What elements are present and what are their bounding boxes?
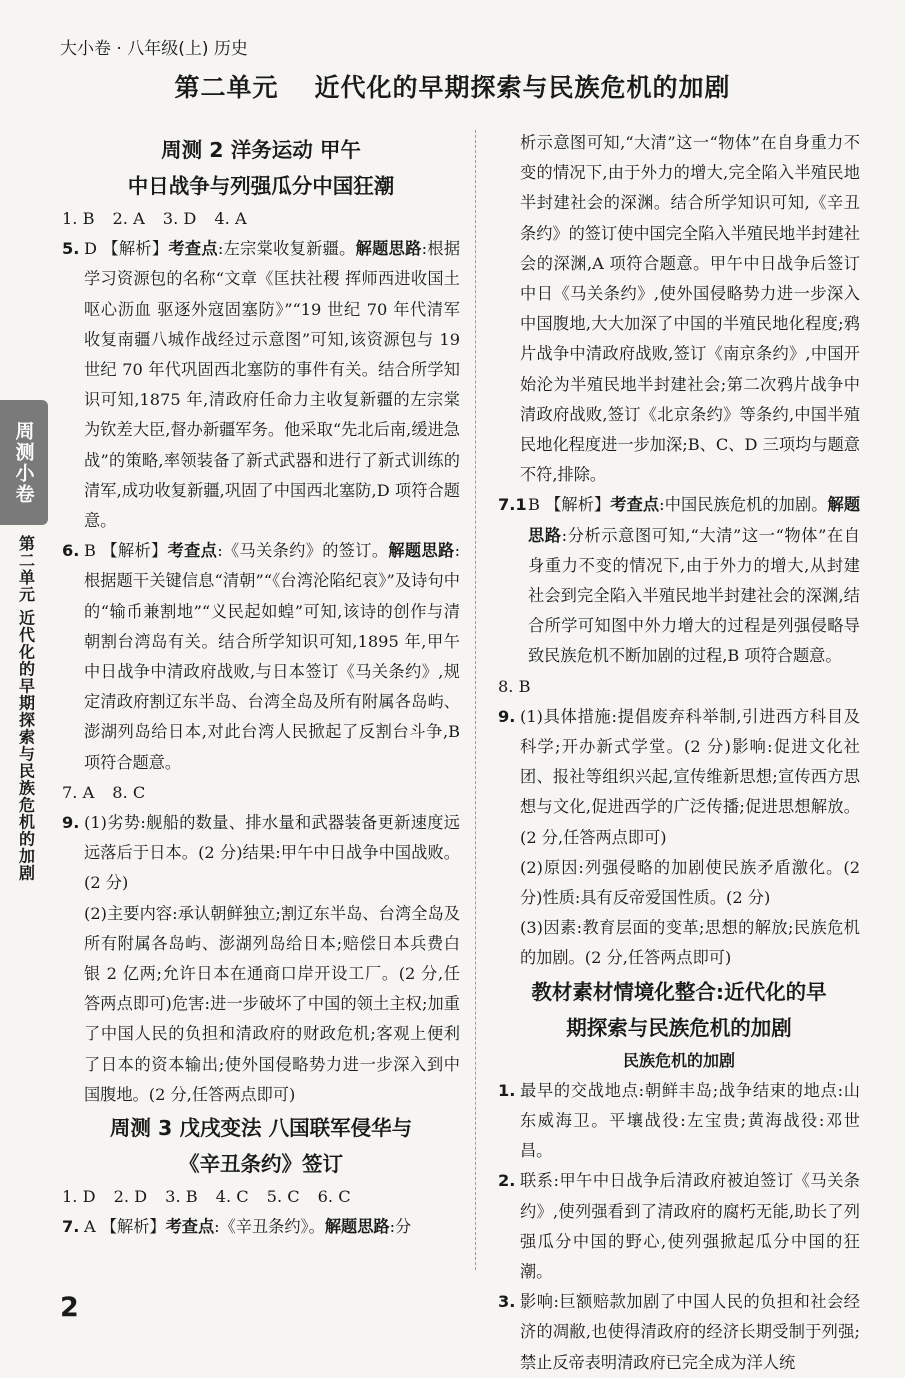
keyword-label: 解题思路 [388, 541, 455, 561]
item-3 [498, 1287, 860, 1378]
item-1 [498, 1076, 860, 1167]
answer-item: 4. C [215, 1187, 249, 1207]
keyword-label: 考查点 [165, 1217, 215, 1237]
answer-item: 3. B [165, 1187, 198, 1207]
answer-item: 8. C [112, 782, 146, 802]
answer-letter: B 【解析】 [84, 541, 168, 561]
answer-part: (1)劣势:舰船的数量、排水量和武器装备更新速度远远落后于日本。(2 分)结果:甲午中日战争中国战败。(2 分) [84, 813, 460, 893]
answer-row [62, 1182, 460, 1212]
answer-item: 4. A [214, 209, 247, 228]
answer-text: :根据题干关键信息“清朝”“《台湾沦陷纪哀》”及诗句中的“输币兼割地”“义民起如蝗”可知,该诗的创作与清朝割台湾岛有关。结合所学知识可知,1895 年,甲午中日战争中清政府战败,与日本签订《马关条约》,规定清政府割辽东半岛、台湾全岛及所有附属各岛屿、澎湖列岛给日本,对此台湾人民掀起了反割台斗争,B 项符合题意。 [84, 541, 461, 772]
answer-letter: A 【解析】 [84, 1217, 166, 1237]
answer-letter: D 【解析】 [84, 239, 169, 259]
item-number: 2. [498, 1171, 516, 1191]
answer-text: :分析示意图可知,“大清”这一“物体”在自身重力不变的情况下,由于外力的增大,从封建社会到完全陷入半殖民地半封建社会的深渊,结合所学可知图中外力增大的过程是列强侵略导致民族危机不断加剧的过程,B 项符合题意。 [528, 525, 860, 666]
section-title: 周测 3 戊戌变法 八国联军侵华与 [109, 1116, 413, 1141]
question-9 [62, 808, 460, 1110]
left-column [62, 132, 460, 1243]
section-subtitle: 民族危机的加剧 [622, 1050, 735, 1070]
answer-item: 8. B [498, 676, 531, 696]
question-number: 6. [62, 541, 80, 561]
answer-part: (1)具体措施:提倡废弃科举制,引进西方科目及科学;开办新式学堂。(2 分)影响:促进文化社团、报社等组织兴起,宣传维新思想;宣传西方思想与文化,促进西学的广泛传播;促进思想解放。(2 分,任答两点即可) [520, 706, 860, 847]
answer-text: :分 [389, 1217, 412, 1237]
section-title: 期探索与民族危机的加剧 [566, 1015, 792, 1040]
answer-row [62, 778, 460, 808]
question-5 [62, 234, 460, 536]
item-text: 联系:甲午中日战争后清政府被迫签订《马关条约》,使列强看到了清政府的腐朽无能,助长了列强瓜分中国的野心,使列强掀起瓜分中国的狂潮。 [520, 1171, 860, 1281]
answer-text: :根据学习资源包的名称“文章《匡扶社稷 挥师西进收国土 呕心沥血 驱逐外寇固塞防》”“19 世纪 70 年代清军收复南疆八城作战经过示意图”可知,该资源包与 19 世纪 70 年代巩固西北塞防的事件有关。结合所学知识可知,1875 年,清政府任命力主收复新疆的左宗棠为钦差大臣,督办新疆军务。他采取“先北后南,缓进急战”的策略,率领装备了新式武器和进行了新式训练的清军,成功收复新疆,巩固了中国西北塞防,D 项符合题意。 [84, 239, 461, 531]
item-number: 3. [498, 1292, 516, 1312]
keyword-label: 考查点 [610, 495, 660, 515]
answer-item: 5. C [266, 1187, 300, 1207]
section-title: 《辛丑条约》签订 [179, 1152, 343, 1177]
keyword-label: 考查点 [167, 541, 218, 561]
answer-text: :左宗棠收复新疆。 [217, 239, 356, 259]
item-text: 最早的交战地点:朝鲜丰岛;战争结束的地点:山东威海卫。平壤战役:左宝贵;黄海战役:邓世昌。 [520, 1080, 860, 1161]
question-6 [62, 536, 460, 778]
answer-item: 6. C [317, 1187, 351, 1207]
keyword-label: 解题思路 [355, 239, 422, 259]
answer-text: :《马关条约》的签订。 [217, 541, 389, 561]
answer-text: :中国民族危机的加剧。 [659, 495, 828, 515]
keyword-label: 解题思路 [324, 1217, 390, 1237]
answer-item: 1. D [62, 1187, 96, 1207]
keyword-label: 解题思路 [528, 495, 861, 545]
question-number: 9. [62, 813, 80, 833]
right-column [498, 128, 860, 1378]
unit-number: 第二单元 [174, 73, 279, 102]
answer-letter: B 【解析】 [528, 495, 611, 515]
side-unit-label: 第二单元 近代化的早期探索与民族危机的加剧 [16, 535, 36, 882]
question-7-1 [498, 490, 860, 671]
page-number: 2 [60, 1292, 79, 1323]
section-title: 周测 2 洋务运动 甲午 [161, 138, 361, 162]
side-tab-label: 周测小卷 [12, 420, 35, 505]
section-title: 中日战争与列强瓜分中国狂潮 [127, 174, 395, 198]
keyword-label: 考查点 [168, 239, 218, 259]
question-7 [62, 1212, 460, 1242]
column-divider [475, 130, 476, 1270]
book-header: 大小卷 · 八年级(上) 历史 [60, 39, 248, 59]
answer-item: 1. B [62, 209, 95, 228]
item-2 [498, 1166, 860, 1287]
item-text: 影响:巨额赔款加剧了中国人民的负担和社会经济的凋敝,也使得清政府的经济长期受制于列强;禁止反帝表明清政府已完全成为洋人统 [520, 1292, 860, 1372]
answer-row [498, 672, 860, 702]
answer-item: 7. A [62, 782, 95, 802]
answer-text: :《辛丑条约》。 [214, 1217, 325, 1237]
question-number: 5. [62, 239, 80, 259]
answer-part: (2)主要内容:承认朝鲜独立;割辽东半岛、台湾全岛及所有附属各岛屿、澎湖列岛给日本;赔偿日本兵费白银 2 亿两;允许日本在通商口岸开设工厂。(2 分,任答两点即可)危害:进一步破坏了中国的领土主权;加重了中国人民的负担和清政府的财政危机;客观上便利了日本的资本输出;使外国侵略势力进一步深入到中国腹地。(2 分,任答两点即可) [84, 903, 460, 1104]
side-tab [0, 400, 48, 525]
answer-part: (2)原因:列强侵略的加剧使民族矛盾激化。(2 分)性质:具有反帝爱国性质。(2 分) [520, 857, 860, 908]
question-9 [498, 702, 860, 974]
unit-name: 近代化的早期探索与民族危机的加剧 [314, 73, 731, 102]
question-7-continued: 析示意图可知,“大清”这一“物体”在自身重力不变的情况下,由于外力的增大,完全陷入半殖民地半封建社会的深渊。结合所学知识可知,《辛丑条约》的签订使中国完全陷入半殖民地半封建社会的深渊,A 项符合题意。甲午中日战争后签订中日《马关条约》,使外国侵略势力进一步深入中国腹地,大大加深了中国的半殖民地化程度;鸦片战争中清政府战败,签订《南京条约》,中国开始沦为半殖民地半封建社会;第二次鸦片战争中清政府战败,签订《北京条约》等条约,中国半殖民地化程度进一步加深;B、C、D 三项均与题意不符,排除。 [520, 133, 860, 485]
answer-row [62, 204, 460, 234]
question-number: 7.1 [498, 495, 527, 515]
section-title: 教材素材情境化整合:近代化的早 [531, 979, 827, 1004]
question-number: 7. [62, 1217, 80, 1237]
answer-part: (3)因素:教育层面的变革;思想的解放;民族危机的加剧。(2 分,任答两点即可) [520, 918, 860, 968]
question-number: 9. [498, 706, 516, 726]
answer-item: 3. D [162, 209, 197, 228]
answer-item: 2. A [112, 209, 145, 228]
item-number: 1. [498, 1080, 516, 1100]
answer-item: 2. D [113, 1187, 148, 1207]
unit-title [0, 68, 905, 104]
